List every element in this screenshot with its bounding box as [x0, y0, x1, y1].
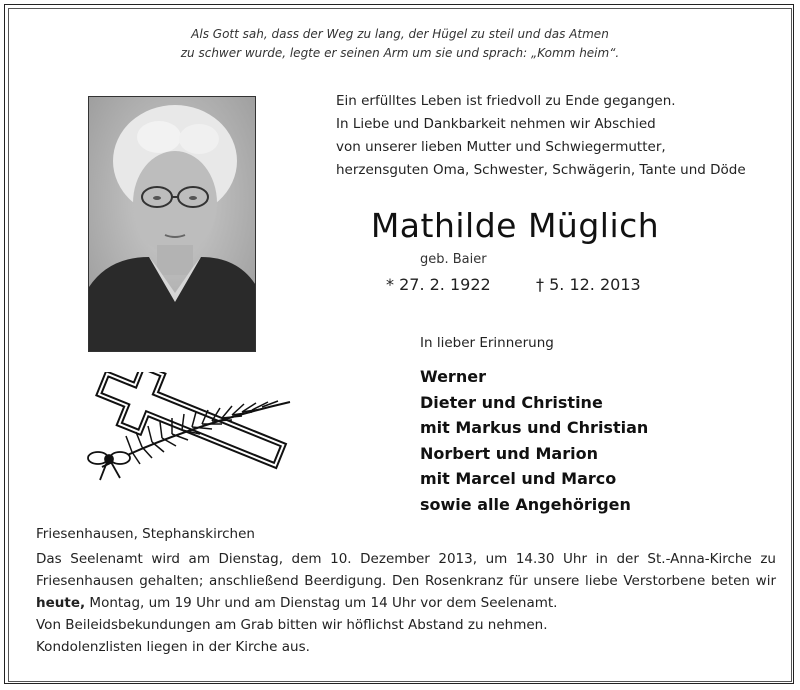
intro-line: Ein erfülltes Leben ist friedvoll zu Ende gegangen.	[336, 93, 676, 109]
place-line: Friesenhausen, Stephanskirchen	[36, 526, 255, 542]
birth-date: * 27. 2. 1922	[386, 275, 491, 294]
mourners-list	[420, 364, 648, 517]
mourner: Dieter und Christine	[420, 392, 603, 412]
notice-text-2: Montag, um 19 Uhr und am Dienstag um 14 Uhr vor dem Seelenamt.	[85, 595, 558, 611]
death-date: † 5. 12. 2013	[536, 275, 641, 294]
intro-line: In Liebe und Dankbarkeit nehmen wir Abschied	[336, 116, 656, 132]
notice-bold-today: heute,	[36, 595, 86, 611]
deceased-name: Mathilde Müglich	[370, 206, 660, 245]
mourner: mit Marcel und Marco	[420, 469, 617, 488]
motto-line-2: zu schwer wurde, legte er seinen Arm um sie und sprach: „Komm heim“.	[180, 46, 620, 60]
mourner: mit Markus und Christian	[420, 418, 649, 437]
notice-line-3: Von Beileidsbekundungen am Grab bitten wir höflichst Abstand zu nehmen.	[36, 617, 548, 633]
cross-palm-icon	[62, 372, 302, 486]
intro-line: von unserer lieben Mutter und Schwiegermutter,	[336, 139, 666, 155]
mourner: Norbert und Marion	[420, 443, 598, 463]
funeral-notice	[36, 548, 776, 658]
notice-line-4: Kondolenzlisten liegen in der Kirche aus.	[36, 639, 310, 655]
memory-title: In lieber Erinnerung	[420, 335, 554, 351]
notice-text-1: Das Seelenamt wird am Dienstag, dem 10. Dezember 2013, um 14.30 Uhr in der St.-Anna-Kirche zu Friesenhausen gehalten; anschließend Beerdigung. Den Rosenkranz für unsere liebe Verstorbene beten wir	[36, 551, 776, 589]
motto-line-1: Als Gott sah, dass der Weg zu lang, der Hügel zu steil und das Atmen	[191, 27, 609, 41]
intro-text	[336, 90, 776, 182]
notice-paragraph	[36, 548, 776, 614]
mourner: Werner	[420, 367, 486, 386]
portrait-photo	[88, 96, 256, 352]
intro-line: herzensguten Oma, Schwester, Schwägerin, Tante und Döde	[336, 162, 746, 178]
birth-name: geb. Baier	[420, 252, 487, 267]
mourner: sowie alle Angehörigen	[420, 494, 631, 514]
